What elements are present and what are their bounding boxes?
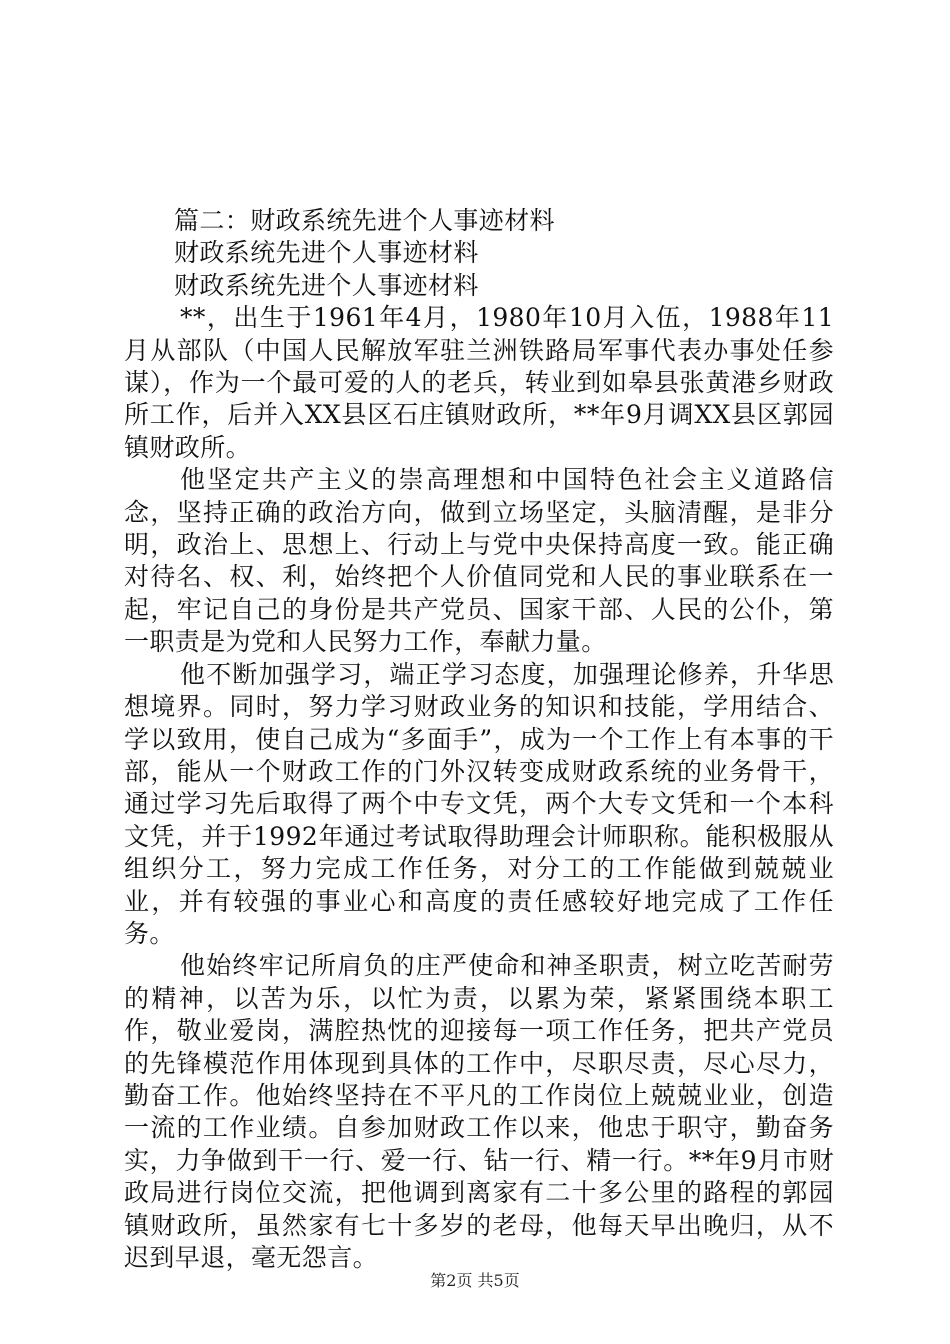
document-heading-chapter: 篇二：财政系统先进个人事迹材料 [174,206,556,235]
paragraph-4: 他始终牢记所肩负的庄严使命和神圣职责，树立吃苦耐劳的精神，以苦为乐，以忙为责，以累为荣，紧紧围绕本职工作，敬业爱岗，满腔热忱的迎接每一项工作任务，把共产党员的先锋模范作用体现到具体的工作中，尽职尽责，尽心尽力，勤奋工作。他始终坚持在不平凡的工作岗位上兢兢业业，创造一流的工作业绩。自参加财政工作以来，他忠于职守，勤奋务实，力争做到干一行、爱一行、钻一行、精一行。**年9月市财政局进行岗位交流，把他调到离家有二十多公里的路程的郭园镇财政所，虽然家有七十多岁的老母，他每天早出晚归，从不迟到早退，毫无怨言。 [124,951,834,1272]
document-body [124,205,834,1274]
page-footer [0,1271,950,1291]
paragraph-1: **，出生于1961年4月，1980年10月入伍，1988年11月从部队（中国人民解放军驻兰洲铁路局军事代表办事处任参谋），作为一个最可爱的人的老兵，转业到如皋县张黄港乡财政所工作，后并入XX县区石庄镇财政所，**年9月调XX县区郭园镇财政所。 [124,303,834,462]
page-number-label: 第2页 共5页 [430,1271,520,1290]
paragraph-2: 他坚定共产主义的崇高理想和中国特色社会主义道路信念，坚持正确的政治方向，做到立场坚定，头脑清醒，是非分明，政治上、思想上、行动上与党中央保持高度一致。能正确对待名、权、利，始终把个人价值同党和人民的事业联系在一起，牢记自己的身份是共产党员、国家干部、人民的公仆，第一职责是为党和人民努力工作，奉献力量。 [124,465,834,657]
paragraph-3: 他不断加强学习，端正学习态度，加强理论修养，升华思想境界。同时，努力学习财政业务的知识和技能，学用结合、学以致用，使自己成为“多面手”，成为一个工作上有本事的干部，能从一个财政工作的门外汉转变成财政系统的业务骨干，通过学习先后取得了两个中专文凭，两个大专文凭和一个本科文凭，并于1992年通过考试取得助理会计师职称。能积极服从组织分工，努力完成工作任务，对分工的工作能做到兢兢业业，并有较强的事业心和高度的责任感较好地完成了工作任务。 [124,659,834,948]
document-subtitle: 财政系统先进个人事迹材料 [174,270,479,300]
document-title: 财政系统先进个人事迹材料 [174,238,479,268]
